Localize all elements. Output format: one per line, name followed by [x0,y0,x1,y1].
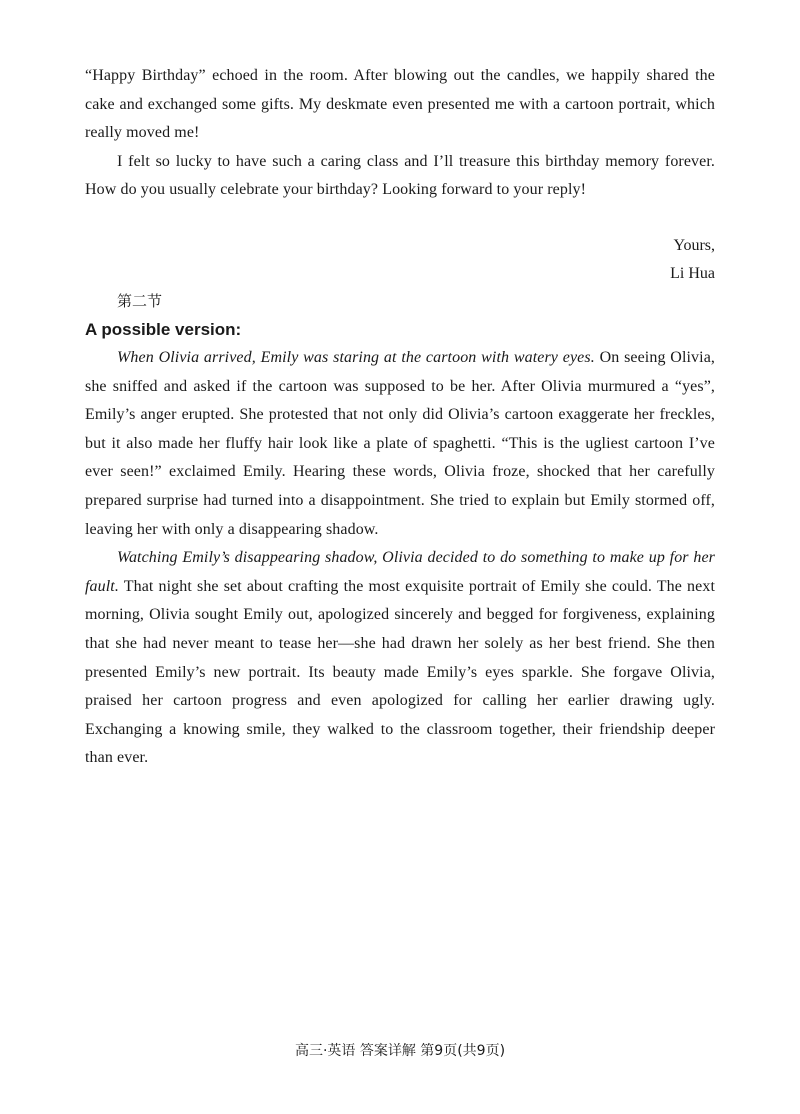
letter-paragraph: “Happy Birthday” echoed in the room. After blowing out the candles, we happily shared the cake and exchanged some gifts. My deskmate even presented me with a cartoon portrait, which really moved me! [85,67,715,142]
letter-signoff [515,232,715,288]
letter-body [85,62,715,205]
paragraph-lead-sentence: When Olivia arrived, Emily was staring at the cartoon with watery eyes. [117,349,595,366]
version-heading: A possible version: [85,320,242,339]
paragraph-lead-sentence: Watching Emily’s disappearing shadow, Olivia decided to do something to make up for her fault. [85,549,715,595]
story-paragraph [85,544,715,773]
story-paragraph [85,344,715,544]
letter-closing: Yours, [673,237,715,254]
paragraph-text: That night she set about crafting the most exquisite portrait of Emily she could. The next morning, Olivia sought Emily out, apologized sincerely and begged for forgiveness, explaining that she had never meant to tease her—she had drawn her solely as her best friend. She then presented Emily’s new portrait. Its beauty made Emily’s eyes sparkle. She forgave Olivia, praised her cartoon progress and even apologized for calling her earlier drawing ugly. Exchanging a knowing smile, they walked to the classroom together, their friendship deeper than ever. [85,577,715,767]
letter-paragraph: I felt so lucky to have such a caring class and I’ll treasure this birthday memory forever. How do you usually celebrate your birthday? Looking forward to your reply! [85,152,715,199]
paragraph-text: On seeing Olivia, she sniffed and asked if the cartoon was supposed to be her. After Olivia murmured a “yes”, Emily’s anger erupted. She protested that not only did Olivia’s cartoon exaggerate her freckles, but it also made her fluffy hair look like a plate of spaghetti. “This is the ugliest cartoon I’ve ever seen!” exclaimed Emily. Hearing these words, Olivia froze, shocked that her carefully prepared surprise had turned into a disappointment. She tried to explain but Emily stormed off, leaving her with only a disappearing shadow. [85,349,715,538]
section-label: 第二节 [117,292,163,310]
page-footer: 高三·英语 答案详解 第9页(共9页) [294,1043,506,1059]
letter-signature: Li Hua [670,265,715,282]
story-body [85,344,715,773]
